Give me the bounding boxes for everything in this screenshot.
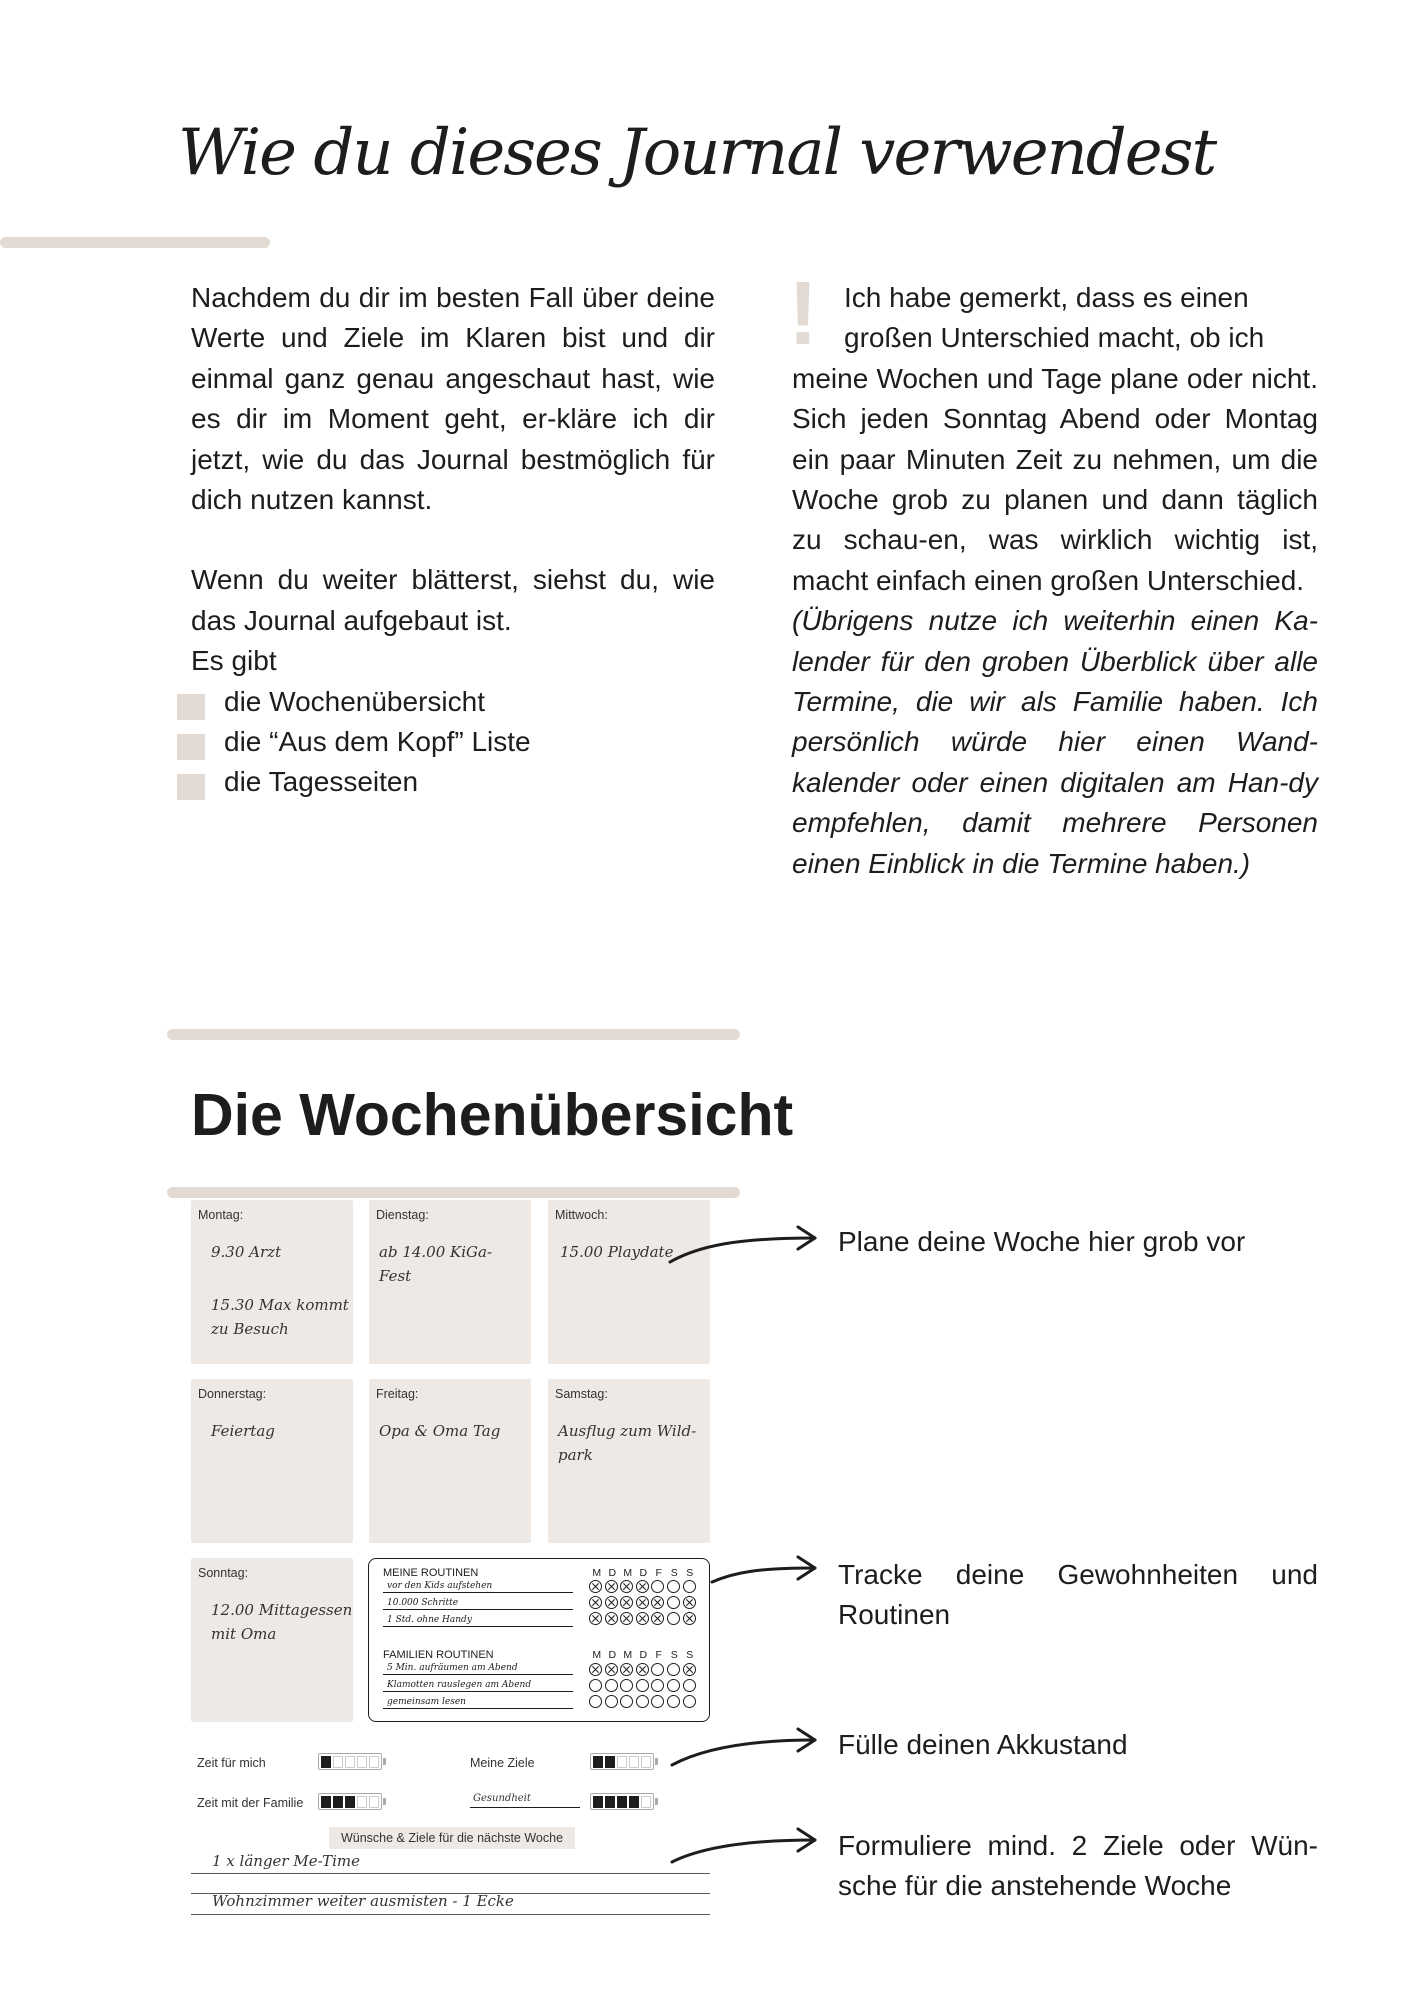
day-name: Sonntag: [198, 1566, 249, 1580]
intro-paragraph: Nachdem du dir im besten Fall über deine Werte und Ziele im Klaren bist und dir einmal ganz genau angeschaut hast, wie es dir im Moment geht, er-kläre ich dir jetzt, wie du das Journal bestmöglich für dich nutzen kannst. [191, 282, 715, 516]
weekday-header: M D M D F S S [592, 1567, 694, 1579]
annotation-plan: Plane deine Woche hier grob vor [838, 1226, 1246, 1257]
arrow-icon [712, 1568, 815, 1582]
list-item: die Tagesseiten [191, 762, 715, 802]
tip-line-1: Ich habe gemerkt, dass es einen [844, 282, 1249, 313]
day-note: park [558, 1446, 593, 1464]
annotation-goals: Formuliere mind. 2 Ziele oder Wün-sche für die anstehende Woche [838, 1830, 1318, 1902]
day-note: Feiertag [211, 1422, 275, 1440]
akku-label: Gesundheit [473, 1793, 531, 1804]
annotation-track: Tracke deine Gewohnheiten und Routinen [838, 1559, 1318, 1631]
day-note: ab 14.00 KiGa- [379, 1243, 493, 1261]
day-name: Samstag: [555, 1387, 608, 1401]
day-name: Donnerstag: [198, 1387, 267, 1401]
day-name: Dienstag: [376, 1208, 429, 1222]
arrow-icon [670, 1238, 815, 1262]
day-note: mit Oma [211, 1625, 277, 1643]
routine-row: 10.000 Schritte [383, 1594, 573, 1610]
routines-title-familien: FAMILIEN ROUTINEN [383, 1649, 494, 1661]
day-note: 15.30 Max kommt [211, 1296, 349, 1314]
section-heading: Die Wochenübersicht [191, 1082, 794, 1148]
structure-paragraph: Wenn du weiter blätterst, siehst du, wie das Journal aufgebaut ist. [191, 564, 715, 636]
list-item: die “Aus dem Kopf” Liste [191, 722, 715, 762]
exclamation-icon: ! [788, 264, 818, 364]
routine-row: Klamotten rauslegen am Abend [383, 1676, 573, 1692]
routines-title-meine: MEINE ROUTINEN [383, 1567, 479, 1579]
akku-label: Zeit mit der Familie [197, 1796, 304, 1810]
day-name: Montag: [198, 1208, 244, 1222]
arrow-icon [672, 1740, 815, 1765]
day-note: Opa & Oma Tag [379, 1422, 501, 1440]
tip-line-2: großen Unterschied macht, ob ich [844, 322, 1265, 354]
day-note: Fest [379, 1267, 412, 1285]
akku-label: Zeit für mich [197, 1756, 266, 1770]
day-note: 9.30 Arzt [211, 1243, 282, 1261]
akku-label: Meine Ziele [470, 1756, 535, 1770]
tip-paragraph: meine Wochen und Tage plane oder nicht. Sich jeden Sonntag Abend oder Montag ein paar Minuten Zeit zu nehmen, um die Woche grob zu planen und dann täglich zu schau-en, was wirklich wichtig ist, macht einfach einen großen Unterschied. [792, 362, 1318, 596]
wish-line-text: Wohnzimmer weiter ausmisten - 1 Ecke [212, 1892, 514, 1910]
annotation-akku: Fülle deinen Akkustand [838, 1729, 1128, 1760]
day-note: Ausflug zum Wild- [558, 1422, 697, 1440]
list-item: die Wochenübersicht [191, 682, 715, 722]
list-intro: Es gibt [191, 645, 277, 677]
day-name: Mittwoch: [555, 1208, 608, 1222]
tip-italic-note: (Übrigens nutze ich weiterhin einen Ka-lender für den groben Überblick über alle Termine, die wir als Familie haben. Ich persönlich würde hier einen Wand-kalender oder einen digitalen am Han-dy empfehlen, damit mehrere Personen einen Einblick in die Termine haben.) [792, 605, 1318, 879]
wishes-label: Wünsche & Ziele für die nächste Woche [329, 1827, 575, 1849]
day-name: Freitag: [376, 1387, 419, 1401]
weekday-header: M D M D F S S [592, 1649, 694, 1661]
arrow-icon [672, 1840, 815, 1862]
wish-line-text: 1 x länger Me-Time [212, 1852, 361, 1870]
routine-row: 1 Std. ohne Handy [383, 1611, 573, 1627]
page-title: Wie du dieses Journal verwendest [178, 116, 1216, 190]
day-note: 12.00 Mittagessen [211, 1601, 353, 1619]
day-note: zu Besuch [211, 1320, 289, 1338]
day-note: 15.00 Playdate [560, 1243, 674, 1261]
routine-row: vor den Kids aufstehen [383, 1577, 573, 1593]
routine-row: gemeinsam lesen [383, 1693, 573, 1709]
routine-row: 5 Min. aufräumen am Abend [383, 1659, 573, 1675]
